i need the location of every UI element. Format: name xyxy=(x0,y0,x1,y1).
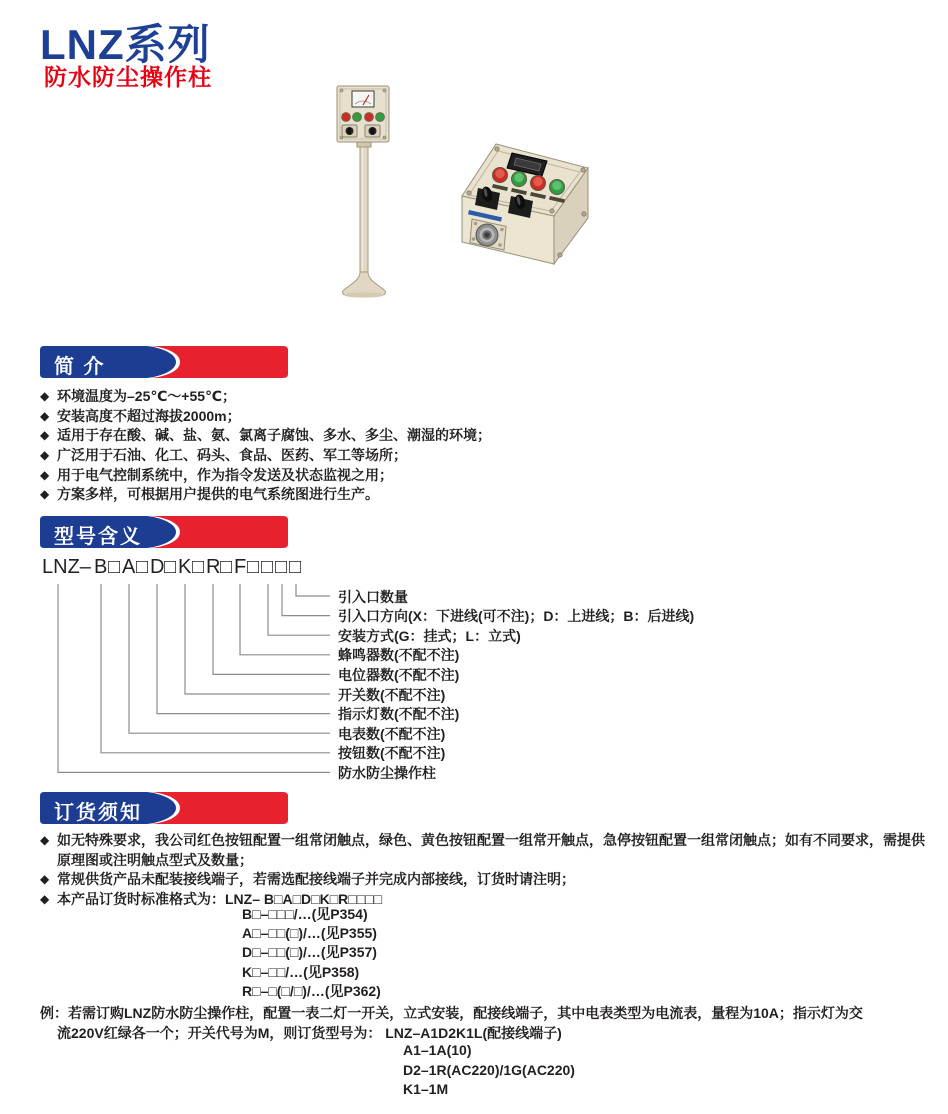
model-code-char: K xyxy=(178,556,192,578)
meter-window xyxy=(352,91,374,107)
pushbuttons-row xyxy=(492,168,565,204)
pushbuttons-row xyxy=(342,113,385,122)
model-label: 蜂鸣器数(不配不注) xyxy=(338,647,460,664)
model-label: 安装方式(G：挂式；L：立式) xyxy=(338,627,521,644)
model-code-char: □ xyxy=(136,556,149,578)
page-title: LNZ系列 xyxy=(40,21,211,68)
model-label: 防水防尘操作柱 xyxy=(338,764,436,781)
example-line-text: 例：若需订购LNZ防水防尘操作柱，配置一表二灯一开关，立式安装，配接线端子，其中电表类型为电流表，量程为10A；指示灯为交 xyxy=(40,1004,863,1021)
ordering-bullet-text: 本产品订货时标准格式为：LNZ– B□A□D□K□R□□□□ xyxy=(57,890,383,907)
diamond-bullet-icon: ◆ xyxy=(40,428,50,443)
model-label: 引入口方向(X：下进线(可不注)；D：上进线；B：后进线) xyxy=(338,608,695,625)
ordering-bullet xyxy=(40,889,928,909)
model-label: 引入口数量 xyxy=(338,588,408,605)
model-code-char: □ xyxy=(247,556,260,578)
format-line: R□–□(□/□)/…(见P362) xyxy=(242,982,381,999)
example-order-line: A1–1A(10) xyxy=(403,1042,472,1058)
intro-bullet-text: 广泛用于石油、化工、码头、食品、医药、军工等场所； xyxy=(57,446,407,463)
model-connector-line xyxy=(185,584,330,694)
model-code-char: B xyxy=(94,556,108,578)
ordering-bullet-text: 原理图或注明触点型式及数量； xyxy=(57,851,253,868)
model-meaning-diagram xyxy=(40,556,920,796)
section-header-intro xyxy=(40,346,288,378)
model-connector-line xyxy=(268,584,330,635)
intro-bullet-text: 用于电气控制系统中，作为指令发送及状态监视之用； xyxy=(57,466,393,483)
intro-bullet-text: 适用于存在酸、碱、盐、氨、氯离子腐蚀、多水、多尘、潮湿的环境； xyxy=(57,427,491,444)
page-subtitle: 防水防尘操作柱 xyxy=(44,64,212,90)
model-label: 指示灯数(不配不注) xyxy=(338,706,460,723)
format-line: B□–□□□/…(见P354) xyxy=(242,906,368,922)
intro-bullet xyxy=(40,484,928,504)
diamond-bullet-icon: ◆ xyxy=(40,872,50,887)
model-label: 电位器数(不配不注) xyxy=(338,666,460,683)
diamond-bullet-icon: ◆ xyxy=(40,408,50,423)
intro-bullet xyxy=(40,465,928,485)
model-connector-line xyxy=(296,584,330,596)
column-base xyxy=(343,272,386,295)
diamond-bullet-icon: ◆ xyxy=(40,467,50,482)
section-header-model xyxy=(40,516,288,548)
format-line: A□–□□(□)/…(见P355) xyxy=(242,925,377,942)
model-code-char: □ xyxy=(289,556,302,578)
intro-bullet-text: 安装高度不超过海拔2000m； xyxy=(57,407,241,424)
model-label: 电表数(不配不注) xyxy=(338,725,446,742)
model-connector-line xyxy=(213,584,330,674)
product-photo-control-box xyxy=(448,124,600,272)
ordering-bullet-text: 如无特殊要求，我公司红色按钮配置一组常闭触点，绿色、黄色按钮配置一组常开触点，急停按钮配置一组常闭触点；如有不同要求，需提供 xyxy=(57,831,925,848)
intro-bullet xyxy=(40,406,928,426)
model-label: 开关数(不配不注) xyxy=(338,686,446,703)
ordering-example xyxy=(40,1003,928,1042)
ordering-bullet-text: 常规供货产品未配装接线端子，若需选配接线端子并完成内部接线，订货时请注明； xyxy=(57,871,575,888)
intro-bullet xyxy=(40,386,928,406)
display-window xyxy=(507,153,547,176)
intro-bullet xyxy=(40,445,928,465)
ordering-bullet-list xyxy=(40,830,928,909)
model-code-char: □ xyxy=(220,556,233,578)
example-line-text: 流220V红绿各一个；开关代号为M，则订货型号为： LNZ–A1D2K1L(配接线端子) xyxy=(57,1024,562,1041)
intro-bullet-text: 环境温度为–25℃～+55℃； xyxy=(57,387,237,404)
diamond-bullet-icon: ◆ xyxy=(40,447,50,462)
model-connector-line xyxy=(129,584,330,733)
diamond-bullet-icon: ◆ xyxy=(40,832,50,847)
model-connector-line xyxy=(282,584,330,616)
ordering-example-order-lines xyxy=(403,1041,575,1100)
section-title-model: 型号含义 xyxy=(54,526,142,548)
diamond-bullet-icon: ◆ xyxy=(40,487,50,502)
model-code-char: A xyxy=(122,556,136,578)
ordering-bullet xyxy=(40,850,928,870)
ordering-bullet xyxy=(40,830,928,850)
model-connector-line xyxy=(240,584,330,655)
cable-gland xyxy=(470,219,506,250)
model-code-char: □ xyxy=(261,556,274,578)
selector-switches xyxy=(342,125,380,137)
model-code-char: □ xyxy=(192,556,205,578)
example-order-line: K1–1M xyxy=(403,1081,449,1097)
diamond-bullet-icon: ◆ xyxy=(40,891,50,906)
product-photo-operation-column xyxy=(331,84,397,300)
intro-bullet xyxy=(40,425,928,445)
model-label: 按钮数(不配不注) xyxy=(338,745,446,762)
intro-bullet-list xyxy=(40,386,928,504)
ordering-format-lines xyxy=(242,905,381,1001)
model-connector-line xyxy=(101,584,330,753)
corner-screws xyxy=(467,147,586,257)
column-pole xyxy=(360,147,368,272)
label-strip xyxy=(468,210,502,222)
model-connector-line xyxy=(58,584,330,772)
model-code-char: □ xyxy=(108,556,121,578)
model-code-char: R xyxy=(206,556,221,578)
example-line xyxy=(40,1003,928,1023)
example-order-line: D2–1R(AC220)/1G(AC220) xyxy=(403,1061,575,1078)
model-code-prefix: LNZ– xyxy=(42,556,91,578)
example-line xyxy=(40,1023,928,1043)
model-code-char: □ xyxy=(164,556,177,578)
intro-bullet-text: 方案多样，可根据用户提供的电气系统图进行生产。 xyxy=(57,486,379,503)
model-diagram-lines xyxy=(40,556,920,796)
format-line: D□–□□(□)/…(见P357) xyxy=(242,944,377,961)
section-title-ordering: 订货须知 xyxy=(54,802,142,824)
switch-handles xyxy=(475,186,533,218)
ordering-bullet xyxy=(40,869,928,889)
section-title-intro: 简 介 xyxy=(54,356,106,378)
model-code-char: □ xyxy=(275,556,288,578)
diamond-bullet-icon: ◆ xyxy=(40,388,50,403)
model-code-char: D xyxy=(150,556,165,578)
format-line: K□–□□/…(见P358) xyxy=(242,963,360,980)
section-header-ordering xyxy=(40,792,288,824)
model-code-char: F xyxy=(234,556,247,578)
